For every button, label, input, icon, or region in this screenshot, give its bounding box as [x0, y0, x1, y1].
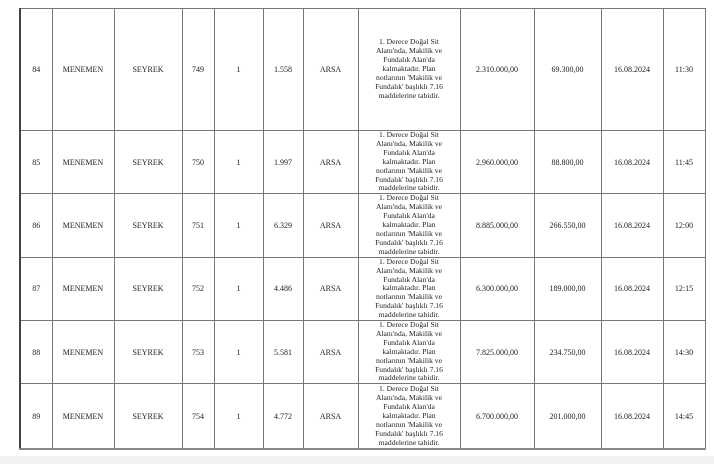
cell-price: 8.885.000,00: [460, 194, 534, 257]
cell-parcel: 1: [214, 257, 263, 320]
cell-block: 750: [182, 131, 214, 194]
cell-deposit: 88.800,00: [534, 131, 601, 194]
cell-time: 11:45: [663, 131, 705, 194]
cell-area: 1.997: [263, 131, 303, 194]
table-row: [20, 257, 705, 320]
cell-date: 16.08.2024: [601, 321, 663, 384]
cell-description: 1. Derece Doğal Sit Alanı'nda, Makilik ve Fundalık Alan'da kalmaktadır. Plan notlarının 'Makilik ve Fundalık' başlıklı 7.16 maddelerine tabidir.: [358, 131, 460, 194]
cell-neighborhood: SEYREK: [114, 9, 182, 131]
cell-district: MENEMEN: [52, 257, 114, 320]
cell-block: 751: [182, 194, 214, 257]
cell-description: 1. Derece Doğal Sit Alanı'nda, Makilik ve Fundalık Alan'da kalmaktadır. Plan notlarının 'Makilik ve Fundalık' başlıklı 7.16 maddelerine tabidir.: [358, 194, 460, 257]
cell-date: 16.08.2024: [601, 131, 663, 194]
page-bottom-band: [0, 456, 714, 464]
table-row: [20, 194, 705, 257]
cell-district: MENEMEN: [52, 194, 114, 257]
table-row: [20, 131, 705, 194]
cell-neighborhood: SEYREK: [114, 384, 182, 450]
cell-block: 752: [182, 257, 214, 320]
cell-no: 89: [20, 384, 52, 450]
table-row: [20, 384, 705, 450]
cell-type: ARSA: [303, 384, 358, 450]
cell-area: 5.581: [263, 321, 303, 384]
cell-area: 1.558: [263, 9, 303, 131]
cell-date: 16.08.2024: [601, 194, 663, 257]
cell-deposit: 201.000,00: [534, 384, 601, 450]
cell-no: 86: [20, 194, 52, 257]
cell-date: 16.08.2024: [601, 9, 663, 131]
cell-no: 84: [20, 9, 52, 131]
cell-description: 1. Derece Doğal Sit Alanı'nda, Makilik ve Fundalık Alan'da kalmaktadır. Plan notlarının 'Makilik ve Fundalık' başlıklı 7.16 maddelerine tabidir.: [358, 321, 460, 384]
cell-no: 87: [20, 257, 52, 320]
cell-price: 6.700.000,00: [460, 384, 534, 450]
cell-neighborhood: SEYREK: [114, 131, 182, 194]
cell-type: ARSA: [303, 321, 358, 384]
cell-description: 1. Derece Doğal Sit Alanı'nda, Makilik ve Fundalık Alan'da kalmaktadır. Plan notlarının 'Makilik ve Fundalık' başlıklı 7.16 maddelerine tabidir.: [358, 9, 460, 131]
cell-area: 4.486: [263, 257, 303, 320]
cell-district: MENEMEN: [52, 384, 114, 450]
cell-description: 1. Derece Doğal Sit Alanı'nda, Makilik ve Fundalık Alan'da kalmaktadır. Plan notlarının 'Makilik ve Fundalık' başlıklı 7.16 maddelerine tabidir.: [358, 384, 460, 450]
cell-deposit: 266.550,00: [534, 194, 601, 257]
cell-parcel: 1: [214, 384, 263, 450]
cell-time: 14:45: [663, 384, 705, 450]
cell-district: MENEMEN: [52, 321, 114, 384]
table-row: [20, 321, 705, 384]
cell-price: 2.960.000,00: [460, 131, 534, 194]
cell-parcel: 1: [214, 9, 263, 131]
cell-area: 4.772: [263, 384, 303, 450]
cell-no: 85: [20, 131, 52, 194]
cell-district: MENEMEN: [52, 9, 114, 131]
cell-block: 754: [182, 384, 214, 450]
cell-neighborhood: SEYREK: [114, 321, 182, 384]
cell-time: 12:00: [663, 194, 705, 257]
cell-block: 749: [182, 9, 214, 131]
auction-table: [19, 8, 706, 450]
cell-deposit: 234.750,00: [534, 321, 601, 384]
table-row: [20, 9, 705, 131]
cell-time: 11:30: [663, 9, 705, 131]
cell-no: 88: [20, 321, 52, 384]
cell-price: 6.300.000,00: [460, 257, 534, 320]
cell-type: ARSA: [303, 131, 358, 194]
cell-neighborhood: SEYREK: [114, 194, 182, 257]
cell-neighborhood: SEYREK: [114, 257, 182, 320]
cell-type: ARSA: [303, 257, 358, 320]
cell-price: 7.825.000,00: [460, 321, 534, 384]
cell-deposit: 189.000,00: [534, 257, 601, 320]
cell-parcel: 1: [214, 321, 263, 384]
cell-block: 753: [182, 321, 214, 384]
cell-parcel: 1: [214, 194, 263, 257]
cell-date: 16.08.2024: [601, 384, 663, 450]
cell-description: 1. Derece Doğal Sit Alanı'nda, Makilik ve Fundalık Alan'da kalmaktadır. Plan notlarının 'Makilik ve Fundalık' başlıklı 7.16 maddelerine tabidir.: [358, 257, 460, 320]
cell-price: 2.310.000,00: [460, 9, 534, 131]
cell-deposit: 69.300,00: [534, 9, 601, 131]
cell-type: ARSA: [303, 9, 358, 131]
cell-time: 14:30: [663, 321, 705, 384]
cell-time: 12:15: [663, 257, 705, 320]
cell-type: ARSA: [303, 194, 358, 257]
cell-area: 6.329: [263, 194, 303, 257]
cell-district: MENEMEN: [52, 131, 114, 194]
cell-date: 16.08.2024: [601, 257, 663, 320]
cell-parcel: 1: [214, 131, 263, 194]
